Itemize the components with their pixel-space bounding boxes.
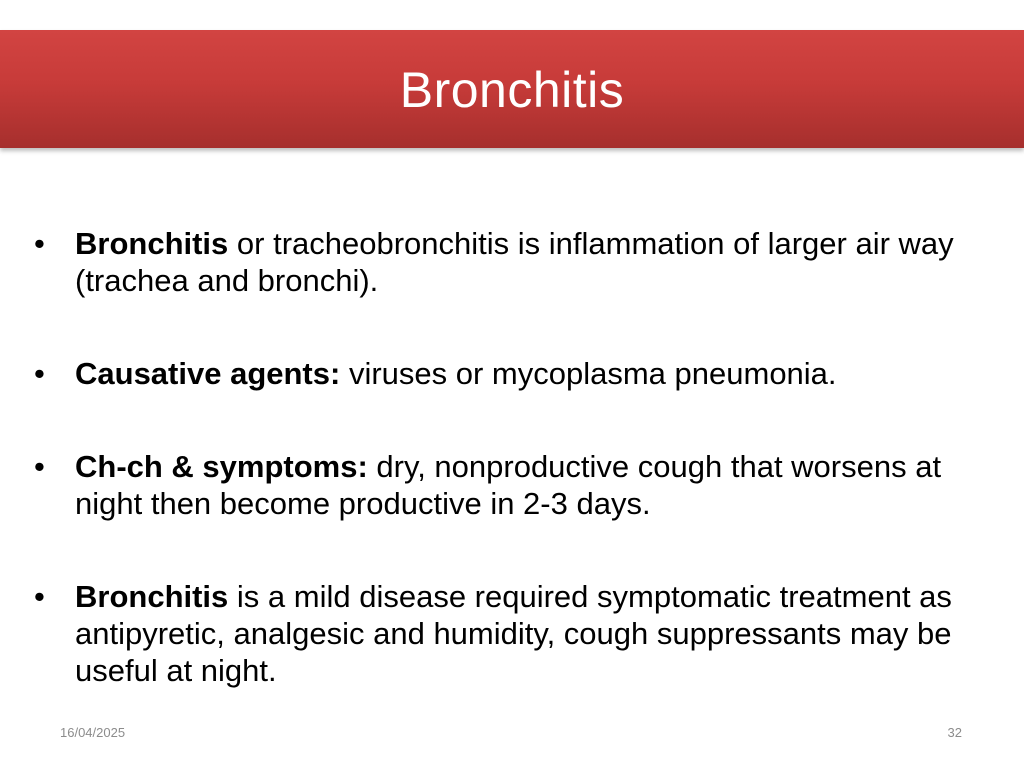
bullet-item [34, 225, 974, 299]
bullet-marker: • [34, 579, 45, 614]
bullet-item [34, 448, 974, 522]
bullet-marker: • [34, 226, 45, 261]
bullet-list [34, 225, 974, 689]
bullet-text: or tracheobronchitis is inflammation of larger air way (trachea and bronchi). [75, 226, 954, 298]
bullet-term: Bronchitis [75, 579, 229, 614]
slide-title: Bronchitis [399, 62, 625, 118]
bullet-text: viruses or mycoplasma pneumonia. [340, 356, 837, 391]
bullet-item [34, 578, 974, 689]
footer-page-number: 32 [947, 725, 962, 740]
bullet-term: Bronchitis [75, 226, 229, 261]
footer-date: 16/04/2025 [60, 725, 126, 740]
bullet-item [34, 355, 974, 392]
bullet-text: is a mild disease required symptomatic treatment as antipyretic, analgesic and humidity, cough suppressants may be useful at night. [75, 579, 952, 688]
bullet-text: dry, nonproductive cough that worsens at night then become productive in 2-3 days. [75, 449, 942, 521]
title-bar [0, 30, 1024, 148]
bullet-term: Ch-ch & symptoms: [75, 449, 368, 484]
bullet-term: Causative agents: [75, 356, 341, 391]
bullet-marker: • [34, 449, 45, 484]
bullet-marker: • [34, 356, 45, 391]
